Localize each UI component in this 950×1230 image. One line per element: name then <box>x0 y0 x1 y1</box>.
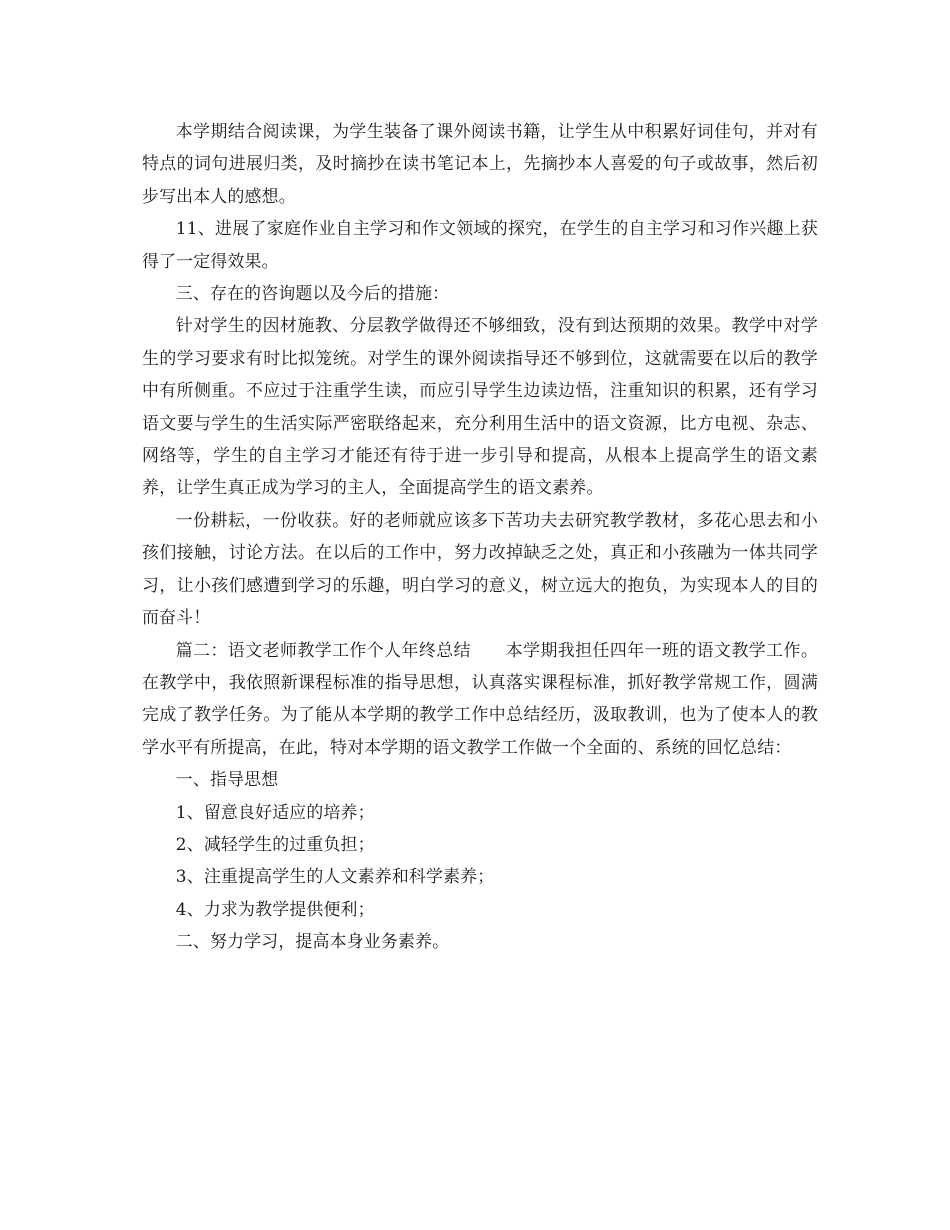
list-item-1: 1、留意良好适应的培养； <box>175 801 375 822</box>
heading-guiding-ideology: 一、指导思想 <box>175 769 279 790</box>
list-item-4: 4、力求为教学提供便利； <box>175 898 375 919</box>
paragraph-homework-exploration: 11、进展了家庭作业自主学习和作文领域的探究，在学生的自主学习和习作兴趣上获得了一定得效果。 <box>142 218 818 271</box>
paragraph-part-two-intro: 篇二：语文老师教学工作个人年终总结 本学期我担任四年一班的语文教学工作。在教学中，我依照新课程标准的指导思想，认真落实课程标准，抓好教学常规工作，圆满完成了教学任务。为了能从本学期的教学工作中总结经历，汲取教训，也为了使本人的教学水平有所提高，在此，特对本学期的语文教学工作做一个全面的、系统的回忆总结： <box>142 639 818 757</box>
paragraph-shortcomings: 针对学生的因材施教、分层教学做得还不够细致，没有到达预期的效果。教学中对学生的学习要求有时比拟笼统。对学生的课外阅读指导还不够到位，这就需要在以后的教学中有所侧重。不应过于注重学生读，而应引导学生边读边悟，注重知识的积累，还有学习语文要与学生的生活实际严密联络起来，充分利用生活中的语文资源，比方电视、杂志、网络等，学生的自主学习才能还有待于进一步引导和提高，从根本上提高学生的语文素养，让学生真正成为学习的主人，全面提高学生的语文素养。 <box>142 315 818 498</box>
list-item-3: 3、注重提高学生的人文素养和科学素养； <box>175 866 495 887</box>
paragraph-reading-class: 本学期结合阅读课，为学生装备了课外阅读书籍，让学生从中积累好词佳句，并对有特点的词句进展归类，及时摘抄在读书笔记本上，先摘抄本人喜爱的句子或故事，然后初步写出本人的感想。 <box>142 121 818 206</box>
heading-study-hard: 二、努力学习，提高本身业务素养。 <box>175 931 450 952</box>
paragraph-conclusion: 一份耕耘，一份收获。好的老师就应该多下苦功夫去研究教学教材，多花心思去和小孩们接触，讨论方法。在以后的工作中，努力改掉缺乏之处，真正和小孩融为一体共同学习，让小孩们感遭到学习的乐趣，明白学习的意义，树立远大的抱负，为实现本人的目的而奋斗！ <box>142 509 818 628</box>
document-body <box>142 115 818 958</box>
heading-problems-and-measures: 三、存在的咨询题以及今后的措施： <box>175 283 450 304</box>
list-item-2: 2、减轻学生的过重负担； <box>175 833 375 854</box>
